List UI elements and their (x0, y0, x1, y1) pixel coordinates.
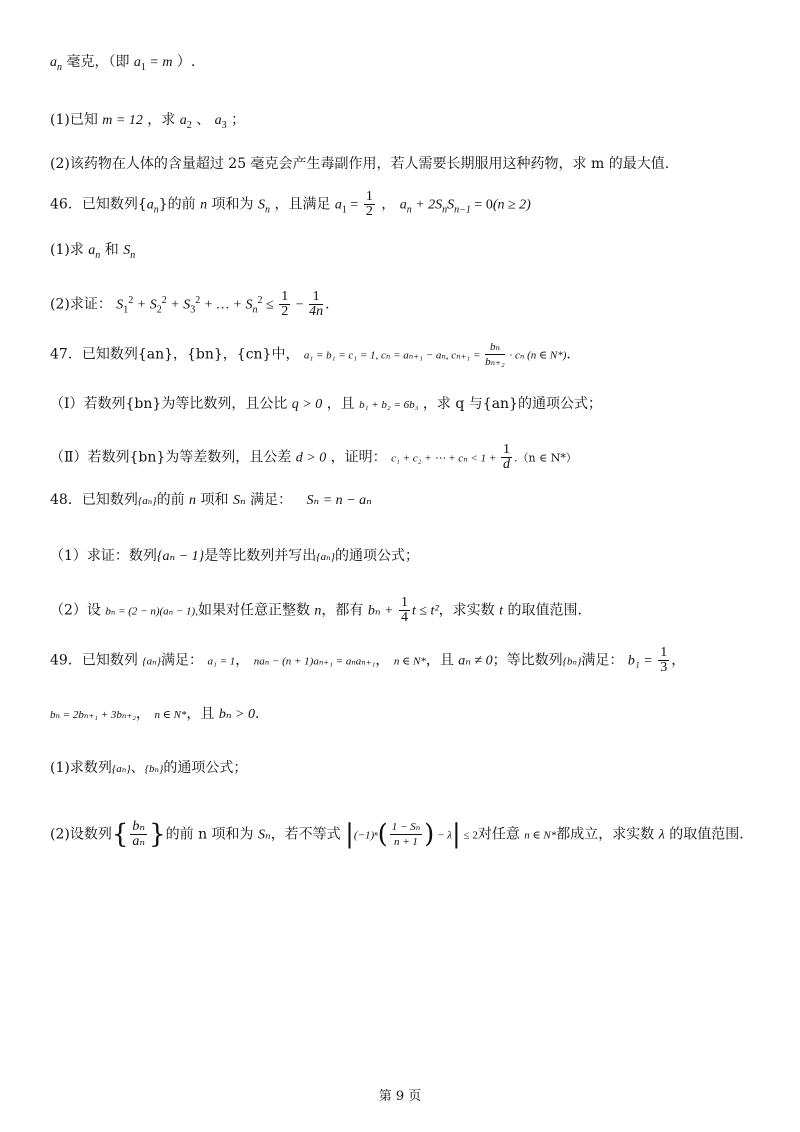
fraction (399, 596, 410, 625)
text: ； (231, 112, 246, 128)
numerator: 1 (503, 442, 510, 457)
text: 的前 n 项和为 (165, 826, 258, 843)
math: a (88, 243, 96, 258)
math: a (214, 113, 222, 128)
math: 2 (186, 119, 192, 131)
math: a (50, 55, 57, 70)
page-footer: 第 9 页 (378, 1089, 422, 1104)
text: ， (135, 706, 150, 722)
numerator: 1 (309, 290, 323, 305)
text: 如果对任意正整数 (197, 602, 315, 619)
text: ，求 (147, 112, 180, 128)
text: 49．已知数列 (50, 652, 138, 669)
denominator: bₙ₊₂ (485, 356, 505, 368)
text: ）. (176, 54, 196, 70)
text: 对任意 (477, 826, 525, 843)
math: Sₙ (232, 493, 246, 508)
math: 2 (128, 294, 134, 306)
text: (2)设数列 (50, 826, 112, 843)
text: .（n ∈ N*） (514, 451, 577, 465)
text: ，且满足 (274, 196, 335, 213)
math: Sₙ = n − aₙ (306, 493, 372, 508)
text: 的通项公式； (163, 760, 248, 776)
text: 毫克，（即 (66, 54, 134, 70)
denominator: 2 (365, 204, 373, 219)
math: n (314, 603, 322, 619)
text-line (50, 443, 577, 472)
math: ≤ (262, 297, 278, 313)
numerator: 1 (365, 189, 373, 204)
math: = 0 (470, 197, 493, 213)
text: ， (671, 652, 686, 669)
fraction (390, 820, 422, 849)
text: ，且 (425, 652, 459, 669)
math: n (130, 249, 136, 261)
math: 2 (257, 294, 263, 306)
math: n ∈ N* (524, 829, 557, 842)
text: (1)已知 (50, 112, 103, 128)
text-line (50, 596, 582, 625)
text: . (566, 346, 571, 363)
text: （Ⅱ）若数列{bn}为等差数列，且公差 (50, 449, 296, 466)
text-line (50, 758, 247, 779)
math: n ∈ N* (393, 655, 426, 668)
fraction (364, 190, 375, 219)
math: {bₙ} (144, 763, 164, 775)
text: ，且 (326, 396, 360, 412)
math: − λ (434, 829, 453, 842)
math: n (153, 204, 159, 216)
math: 2 (195, 294, 201, 306)
math: d > 0 (295, 450, 327, 466)
text: 的取值范围. (503, 602, 582, 619)
math: t ≤ t² (411, 603, 439, 619)
fraction (130, 820, 147, 849)
math: + S (133, 297, 157, 313)
math: aₙ ≠ 0 (458, 653, 493, 669)
math: n (406, 204, 412, 216)
numerator: 1 (281, 289, 289, 304)
math: 1 (341, 204, 347, 216)
text: （1）求证：数列 (50, 548, 157, 564)
numerator: bₙ (485, 340, 505, 355)
math: n (252, 304, 258, 316)
math: 1 (123, 304, 129, 316)
fraction (658, 646, 669, 675)
math: n (57, 61, 62, 73)
fraction (309, 290, 323, 319)
text-line (50, 546, 419, 567)
text: （Ⅰ）若数列{bn}为等比数列，且公比 (50, 396, 292, 412)
text: (1)求 (50, 242, 89, 258)
math: a (133, 55, 141, 70)
math: Sₙ (258, 827, 271, 843)
text-line (50, 290, 330, 320)
math: 2 (156, 304, 162, 316)
math: λ (658, 827, 665, 843)
math: + S (166, 297, 191, 313)
text: (2)求证： (50, 296, 112, 313)
text-line (50, 394, 602, 415)
math: a (179, 113, 187, 128)
math: {aₙ} (137, 495, 157, 507)
math: {aₙ − 1} (156, 549, 205, 564)
denominator: aₙ (132, 834, 146, 849)
math: ≤ 2 (460, 829, 478, 842)
text: 项和 (196, 492, 233, 508)
text: （2）设 (50, 602, 106, 619)
text: ；等比数列 (492, 652, 563, 669)
text: ，证明： (330, 449, 387, 466)
math: c₁ + c₂ + ⋯ + cₙ < 1 + (391, 452, 499, 465)
math: − (292, 297, 308, 313)
text: . (325, 296, 330, 313)
text: ，且 (186, 706, 219, 722)
math: n (442, 204, 448, 216)
math: (n ≥ 2) (492, 197, 531, 213)
text: 、 (130, 760, 145, 776)
math: naₙ − (n + 1)aₙ₊₁ = aₙaₙ₊₁ (253, 655, 376, 668)
text: 46．已知数列{ (50, 196, 147, 213)
text-line: (2)该药物在人体的含量超过 25 毫克会产生毒副作用，若人需要长期服用这种药物，求 m 的最大值. (50, 156, 670, 172)
text-line (50, 52, 195, 78)
math: t (499, 603, 503, 619)
text: (1)求数列 (50, 760, 112, 776)
denominator: 4n (309, 304, 324, 319)
math: n−1 (454, 204, 471, 216)
text-line (50, 340, 571, 369)
brace: } (149, 819, 166, 850)
text: ，求 q 与{an}的通项公式； (422, 396, 602, 412)
text: 满足： (581, 652, 624, 669)
math: a₁ = 1 (207, 655, 236, 668)
math: S (447, 197, 455, 213)
text: 都成立，求实数 (556, 826, 659, 843)
text-line (50, 240, 135, 266)
text: 、 (196, 112, 211, 128)
math: = (346, 197, 362, 213)
abs-bar: | (345, 819, 354, 850)
math: n ∈ N* (154, 709, 187, 721)
math: 3 (190, 304, 196, 316)
numerator: 1 (660, 645, 668, 660)
text: 是等比数列并写出 (204, 548, 317, 564)
math: 1 (140, 61, 146, 73)
text-line (50, 704, 259, 725)
math: b₁ + b₂ = 6b₃ (359, 399, 419, 411)
math: {bₙ} (562, 655, 582, 668)
denominator: d (503, 457, 510, 472)
math: a (334, 197, 342, 213)
text: ， (381, 196, 396, 213)
fraction (501, 443, 512, 472)
denominator: 4 (400, 610, 408, 625)
fraction (279, 290, 290, 319)
math: q > 0 (291, 397, 323, 412)
denominator: 3 (660, 660, 668, 675)
text-line (50, 190, 531, 220)
text: 项和为 (211, 196, 258, 213)
text: 和 (104, 242, 124, 258)
math: b₁ = (627, 653, 657, 669)
text: 47．已知数列{an}，{bn}，{cn}中， (50, 346, 300, 363)
math: (−1)ⁿ (353, 829, 378, 842)
math: {aₙ} (142, 655, 162, 668)
text-line (50, 646, 685, 675)
text: 的前 (156, 492, 190, 508)
math: n (95, 249, 101, 261)
math: bₙ + (367, 603, 397, 619)
math: 2 (161, 294, 167, 306)
math: m = 12 (102, 113, 143, 128)
math: · cₙ (n ∈ N*) (506, 349, 567, 362)
abs-bar: | (452, 819, 461, 850)
text: }的前 (158, 196, 201, 213)
numerator: bₙ (132, 819, 146, 834)
text-line (50, 110, 245, 136)
denominator: n + 1 (394, 836, 418, 848)
math: a (146, 197, 154, 213)
text: ，若不等式 (270, 826, 341, 843)
math: n (200, 197, 208, 213)
math: bₙ = 2bₙ₊₁ + 3bₙ₊₂ (50, 709, 136, 721)
math: + 2S (411, 197, 443, 213)
math: S (116, 297, 124, 313)
math: + … + S (200, 297, 253, 313)
math: n (189, 493, 197, 508)
math: bₙ = (2 − n)(aₙ − 1), (105, 605, 198, 618)
math: {aₙ} (111, 763, 131, 775)
fraction (485, 340, 505, 369)
text: ，求实数 (438, 602, 500, 619)
paren: ) (424, 819, 435, 850)
text: ， (375, 652, 390, 669)
math: n (265, 204, 270, 216)
text: ，都有 (321, 602, 368, 619)
brace: { (111, 819, 129, 850)
math: S (123, 243, 131, 258)
math: {aₙ} (316, 551, 336, 563)
text: 的通项公式； (335, 548, 420, 564)
numerator: 1 (400, 595, 408, 610)
math: bₙ > 0 (218, 707, 255, 722)
numerator: 1 − Sₙ (391, 821, 421, 833)
math: a (399, 197, 407, 213)
math: a₁ = b₁ = c₁ = 1, cₙ = aₙ₊₁ − aₙ, cₙ₊₁ = (303, 349, 484, 362)
paren: ( (377, 819, 388, 850)
text-line (50, 490, 372, 511)
math: = m (145, 55, 173, 70)
text: 满足： (245, 492, 293, 508)
text-line (50, 820, 744, 849)
text: . (255, 706, 260, 722)
denominator: 2 (281, 304, 289, 319)
text: 48．已知数列 (50, 492, 138, 508)
text: 满足： (161, 652, 204, 669)
text: 的取值范围. (664, 826, 744, 843)
math: 3 (221, 119, 227, 131)
text: ， (235, 652, 250, 669)
math: S (258, 197, 265, 213)
